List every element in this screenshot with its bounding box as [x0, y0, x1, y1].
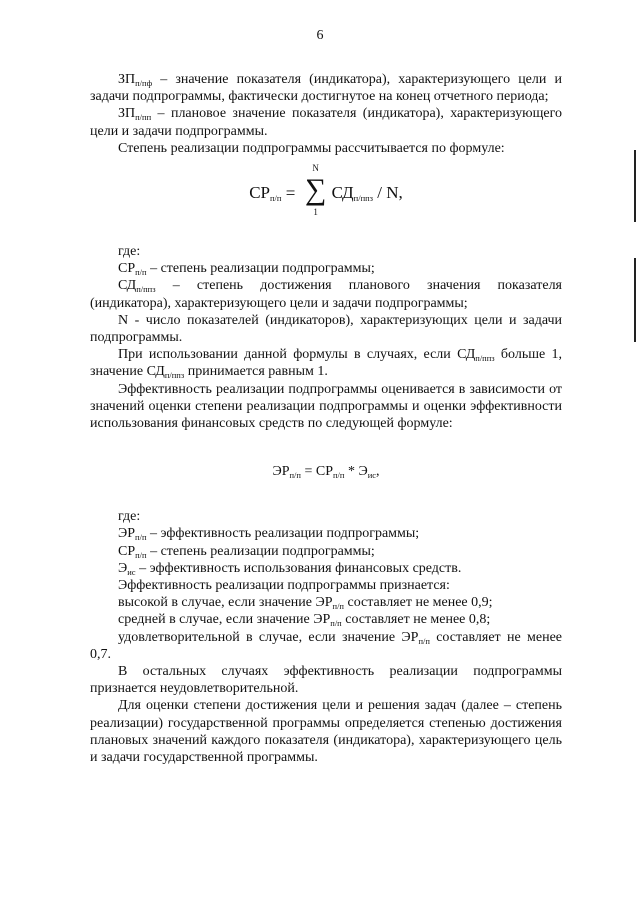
sum-upper-limit: N — [312, 163, 319, 174]
formula-tail: , — [376, 464, 380, 480]
criterion-text: удовлетворительной в случае, если значение ЭР — [118, 629, 419, 645]
efficiency-recognized: Эффективность реализации подпрограммы признается: — [118, 578, 450, 594]
definition-text: – степень реализации подпрограммы; — [146, 543, 375, 559]
goal-achievement-paragraph: Для оценки степени достижения цели и решения задач (далее – степень реализации) государственной программы определяется степенью достижения плановых значений каждого показателя (индикатора), характеризующего цель и задачи государственной программы. — [90, 698, 562, 766]
symbol-subscript: п/пф — [135, 78, 153, 88]
symbol-subscript: п/п — [332, 601, 344, 612]
symbol: ЗП — [118, 72, 136, 87]
criterion-text: высокой в случае, если значение ЭР — [118, 595, 333, 611]
definition-text: – плановое значение показателя (индикатора), характеризующего цели и задачи подпрограммы. — [90, 106, 562, 139]
efficiency-satisfactory — [90, 629, 562, 663]
definition-text: – степень реализации подпрограммы; — [146, 261, 375, 277]
formula-term-symbol: СР — [315, 464, 333, 480]
symbol-subscript: п/п — [418, 635, 430, 646]
document-body — [90, 71, 562, 766]
formula-term-symbol: Э — [358, 464, 368, 480]
page-number: 6 — [316, 28, 324, 43]
formula-er — [90, 442, 562, 502]
symbol-subscript: п/ппз — [475, 353, 495, 364]
symbol: СР — [118, 261, 136, 277]
where-label: где: — [118, 509, 141, 525]
symbol-subscript: п/п — [330, 618, 342, 629]
symbol: ЗП — [118, 106, 136, 122]
sum-operator — [304, 163, 328, 223]
formula-term-subscript: ис — [367, 470, 377, 481]
definition-text: – эффективность реализации подпрограммы; — [146, 526, 420, 542]
definition-sr — [90, 260, 562, 277]
formula-operator: * — [344, 464, 359, 480]
where-label: где: — [118, 244, 141, 260]
definition-sd — [90, 277, 562, 311]
sum-lower-limit: 1 — [313, 207, 318, 218]
scan-margin-mark — [634, 150, 636, 222]
symbol-subscript: п/п — [135, 267, 147, 278]
criterion-text: составляет не менее 0,9; — [343, 595, 493, 611]
definition-text: – эффективность использования финансовых средств. — [135, 560, 462, 576]
formula-lhs-symbol: ЭР — [272, 464, 290, 480]
condition-text: При использовании данной формулы в случаях, если СД — [118, 347, 476, 363]
formula-tail: / N, — [373, 183, 403, 203]
definition-eis — [90, 560, 562, 577]
symbol-subscript: п/ппз — [164, 370, 185, 381]
formula-intro: Степень реализации подпрограммы рассчитывается по формуле: — [118, 140, 505, 156]
symbol-subscript: п/п — [135, 532, 147, 543]
symbol: СД — [118, 278, 137, 294]
condition-text: больше 1, значение СД — [90, 347, 562, 380]
efficiency-medium — [90, 611, 562, 628]
formula-equals: = — [281, 183, 300, 203]
efficiency-high — [90, 594, 562, 611]
definition-zp-plan — [90, 105, 562, 139]
criterion-text: составляет не менее 0,7. — [90, 629, 562, 662]
symbol-subscript: п/пп — [135, 112, 152, 123]
formula-lhs — [249, 183, 281, 202]
definition-sr-2 — [90, 543, 562, 560]
symbol-subscript: п/ппз — [136, 284, 156, 295]
definition-text: – степень достижения планового значения показателя (индикатора), характеризующего цели и задачи подпрограммы; — [90, 278, 562, 311]
symbol: СР — [118, 543, 136, 559]
definition-zp-fact — [90, 71, 562, 105]
formula-equals: = — [300, 464, 316, 480]
formula-term-symbol: СД — [331, 183, 354, 203]
efficiency-unsatisfactory: В остальных случаях эффективность реализации подпрограммы признается неудовлетворительной. — [90, 664, 562, 697]
symbol: Э — [118, 560, 128, 576]
definition-er — [90, 525, 562, 542]
formula-lhs-subscript: п/п — [270, 193, 282, 204]
condition-text: принимается равным 1. — [184, 364, 328, 380]
formula-term — [332, 183, 403, 202]
criterion-text: средней в случае, если значение ЭР — [118, 612, 331, 628]
sigma-symbol: ∑ — [304, 173, 327, 207]
formula-sr — [90, 163, 562, 239]
definition-n: N - число показателей (индикаторов), характеризующих цели и задачи подпрограммы. — [90, 312, 562, 346]
formula-condition — [90, 346, 562, 380]
criterion-text: составляет не менее 0,8; — [341, 612, 491, 628]
scan-margin-mark — [634, 258, 636, 342]
formula-lhs-symbol: СР — [249, 183, 270, 203]
symbol: ЭР — [118, 526, 136, 542]
formula-term-subscript: п/ппз — [353, 193, 374, 204]
formula-lhs-subscript: п/п — [289, 470, 301, 481]
definition-text: – значение показателя (индикатора), характеризующего цели и задачи подпрограммы, фактически достигнутое на конец отчетного периода; — [90, 72, 562, 105]
efficiency-intro: Эффективность реализации подпрограммы оценивается в зависимости от значений оценки степени реализации подпрограммы и оценки эффективности использования финансовых средств по следующей формуле: — [90, 381, 562, 432]
symbol-subscript: п/п — [135, 549, 147, 560]
formula-term-subscript: п/п — [332, 470, 345, 481]
symbol-subscript: ис — [127, 566, 136, 577]
